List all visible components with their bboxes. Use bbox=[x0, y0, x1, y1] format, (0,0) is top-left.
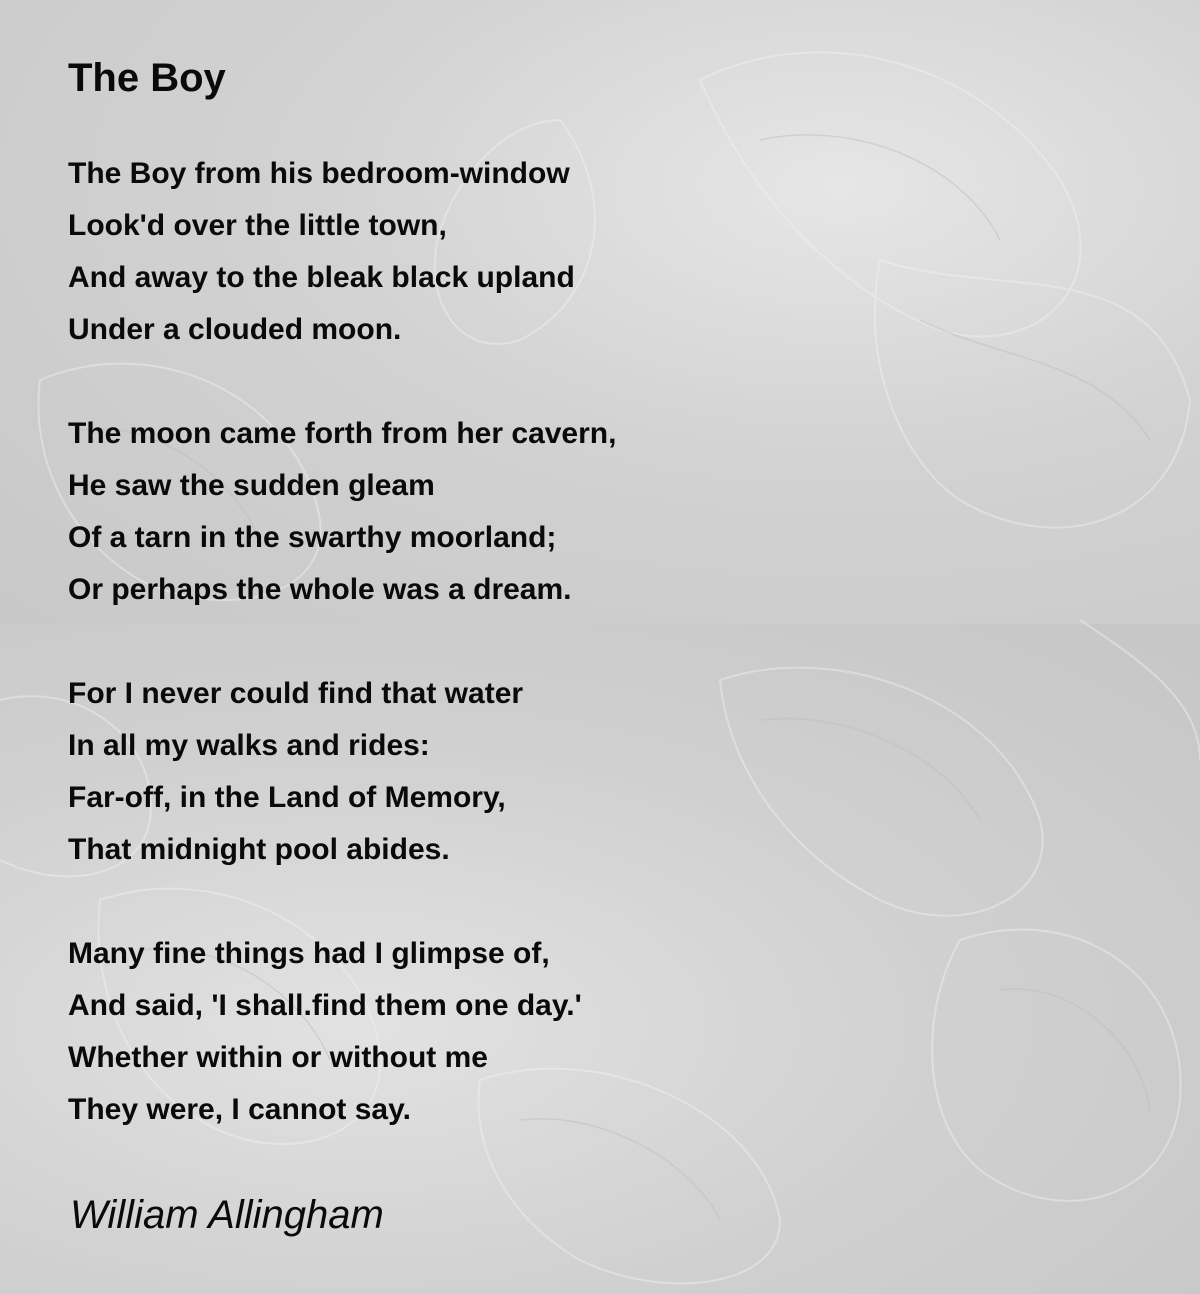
poem-line: Many fine things had I glimpse of, bbox=[68, 937, 550, 970]
poem-title: The Boy bbox=[68, 56, 226, 100]
poem-line: That midnight pool abides. bbox=[68, 833, 450, 866]
poem-line: Far-off, in the Land of Memory, bbox=[68, 781, 506, 814]
poem-line: And away to the bleak black upland bbox=[68, 261, 575, 294]
stanza-4 bbox=[68, 928, 582, 1136]
stanza-1 bbox=[68, 148, 575, 356]
poem-line: For I never could find that water bbox=[68, 677, 524, 710]
poem-line: They were, I cannot say. bbox=[68, 1093, 411, 1126]
poem-author: William Allingham bbox=[70, 1193, 384, 1237]
stanza-3 bbox=[68, 668, 523, 876]
poem-line: Under a clouded moon. bbox=[68, 313, 402, 346]
poem-line: The Boy from his bedroom-window bbox=[68, 157, 570, 190]
poem-line: Or perhaps the whole was a dream. bbox=[68, 573, 572, 606]
poem-line: Look'd over the little town, bbox=[68, 209, 447, 242]
poem-line: In all my walks and rides: bbox=[68, 729, 430, 762]
poem-line: Of a tarn in the swarthy moorland; bbox=[68, 521, 557, 554]
poem-line: He saw the sudden gleam bbox=[68, 469, 435, 502]
stanza-2 bbox=[68, 408, 616, 616]
poem-line: The moon came forth from her cavern, bbox=[68, 417, 617, 450]
poem-line: And said, 'I shall.find them one day.' bbox=[68, 989, 582, 1022]
poem-line: Whether within or without me bbox=[68, 1041, 488, 1074]
